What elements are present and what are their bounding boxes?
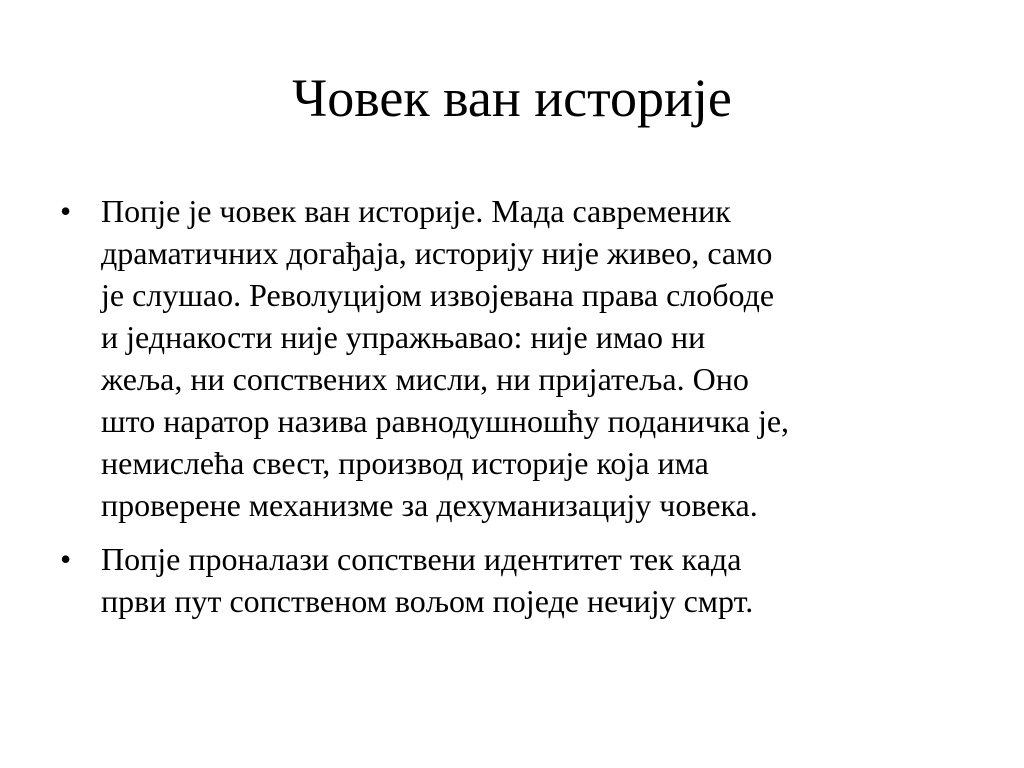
bullet-icon: • bbox=[60, 193, 72, 229]
text-line: Попје је човек ван историје. Мада савременик bbox=[101, 193, 731, 229]
bullet-item bbox=[60, 190, 965, 526]
text-line: проверене механизме за дехуманизацију човека. bbox=[101, 487, 758, 523]
text-line: и једнакости није упражњавао: није имао ни bbox=[101, 319, 706, 355]
text-line: је слушао. Револуцијом извојевана права слободе bbox=[101, 277, 775, 313]
text-line: Попје проналази сопствени идентитет тек када bbox=[101, 541, 742, 577]
text-line: први пут сопственом вољом поједе нечију смрт. bbox=[101, 583, 754, 619]
text-line: жеља, ни сопствених мисли, ни пријатеља. Оно bbox=[101, 361, 749, 397]
text-line: немислећа свест, производ историје која има bbox=[101, 445, 709, 481]
bullet-list bbox=[60, 190, 965, 634]
bullet-item bbox=[60, 538, 965, 622]
bullet-icon: • bbox=[60, 541, 72, 577]
text-line: што наратор назива равнодушношћу поданичка је, bbox=[101, 403, 790, 439]
slide-title: Човек ван историје bbox=[292, 68, 732, 128]
text-line: драматичних догађаја, историју није живео, само bbox=[101, 235, 773, 271]
